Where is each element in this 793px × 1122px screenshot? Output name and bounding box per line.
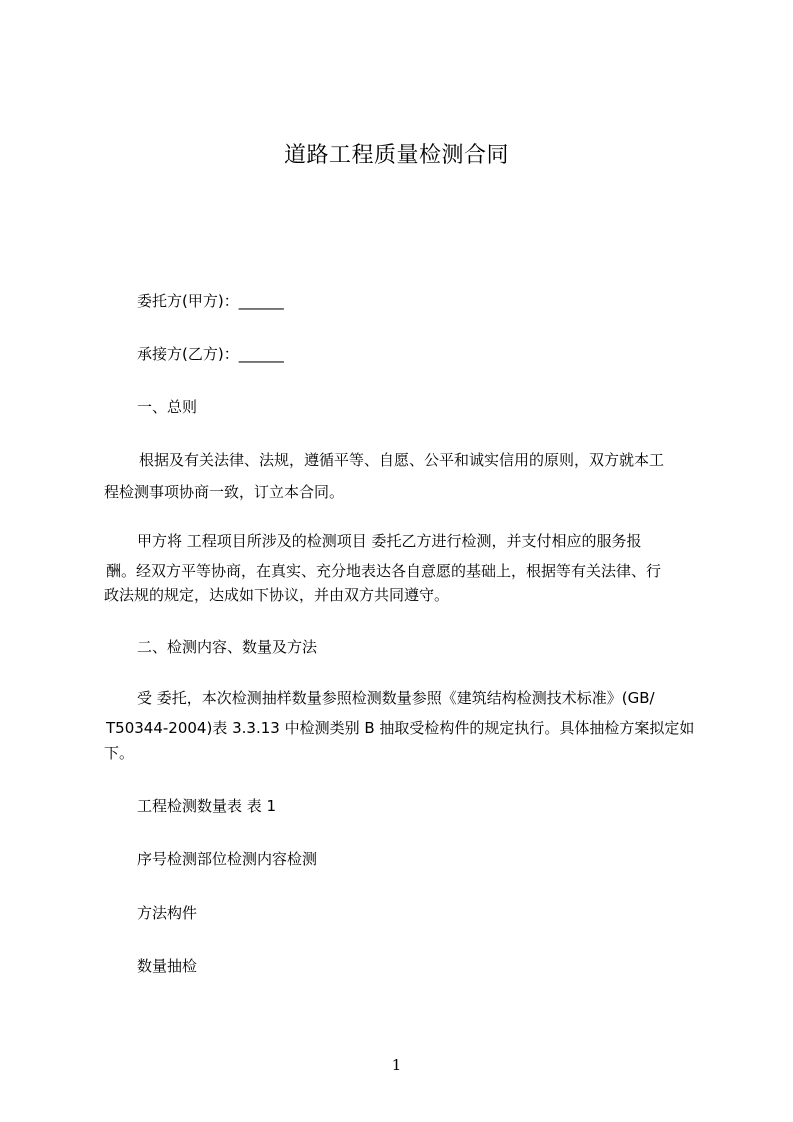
paragraph-2-line-1: 甲方将 工程项目所涉及的检测项目 委托乙方进行检测，并支付相应的服务报: [137, 532, 642, 550]
paragraph-2-line-3: 政法规的规定，达成如下协议，并由双方共同遵守。: [104, 586, 450, 604]
paragraph-1-line-2: 程检测事项协商一致，订立本合同。: [104, 483, 345, 501]
table-header-line-1: 序号检测部位检测内容检测: [137, 850, 318, 868]
table-header-line-2: 方法构件: [137, 904, 198, 922]
paragraph-2-line-2: 酬。经双方平等协商，在真实、充分地表达各自意愿的基础上，根据等有关法律、行: [106, 562, 662, 580]
paragraph-3-line-2: T50344-2004)表 3.3.13 中检测类别 B 抽取受检构件的规定执行。具体抽检方案拟定如: [106, 719, 695, 737]
document-title: 道路工程质量检测合同: [283, 143, 509, 168]
paragraph-3-line-3: 下。: [104, 744, 135, 762]
page-number: 1: [391, 1056, 402, 1074]
section-2-heading: 二、检测内容、数量及方法: [137, 638, 318, 656]
table-caption: 工程检测数量表 表 1: [137, 797, 277, 815]
party-a-line: 委托方(甲方)：______: [137, 292, 284, 310]
paragraph-1-line-1: 根据及有关法律、法规，遵循平等、自愿、公平和诚实信用的原则，双方就本工: [139, 451, 665, 469]
table-header-line-3: 数量抽检: [137, 957, 198, 975]
section-1-heading: 一、总则: [137, 398, 198, 416]
party-b-line: 承接方(乙方)：______: [137, 345, 284, 363]
paragraph-3-line-1: 受 委托，本次检测抽样数量参照检测数量参照《建筑结构检测技术标准》(GB/: [137, 689, 655, 707]
